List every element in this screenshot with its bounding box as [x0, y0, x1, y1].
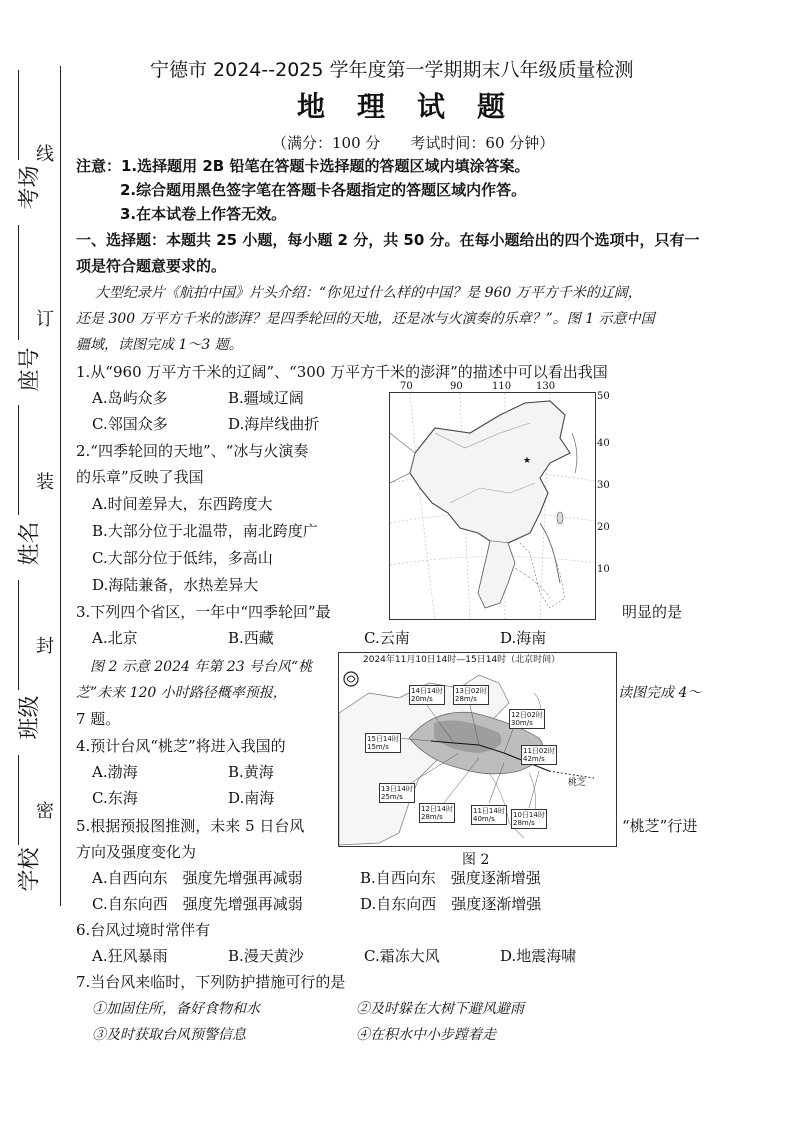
q2-option-b[interactable]: B.大部分位于北温带，南北跨度广	[92, 522, 318, 540]
fig2-label-12d02h: 12日02时 30m/s	[511, 711, 543, 727]
q3-option-c[interactable]: C.云南	[364, 629, 410, 647]
fig2-label-13d02h: 13日02时 28m/s	[455, 687, 487, 703]
q5-option-b[interactable]: B.自西向东 强度逐渐增强	[360, 869, 541, 887]
subject-title: 地 理 试 题	[297, 90, 508, 123]
intro-1-line-1: 大型纪录片《航拍中国》片头介绍：“你见过什么样的中国？是 960 万平方千米的辽阔，	[95, 285, 642, 301]
intro-2-line-2-end: 读图完成 4～	[618, 685, 702, 701]
q4-stem: 4.预计台风“桃芝”将进入我国的	[76, 737, 286, 755]
fig2-label-11d02h: 11日02时 42m/s	[523, 747, 555, 763]
q3-option-d[interactable]: D.海南	[500, 629, 547, 647]
q3-stem-part-2: 明显的是	[622, 603, 683, 621]
fig1-right-tick-10: 10	[597, 564, 610, 575]
q7-stem: 7.当台风来临时，下列防护措施可行的是	[76, 973, 346, 991]
intro-2-line-2: 芝”未来 120 小时路径概率预报，	[76, 685, 287, 701]
q6-option-b[interactable]: B.漫天黄沙	[228, 947, 304, 965]
margin-label-zuohao: 座号	[17, 347, 43, 392]
q4-option-b[interactable]: B.黄海	[228, 763, 274, 781]
fig2-label-10d14h: 10日14时 28m/s	[513, 811, 545, 827]
q6-option-c[interactable]: C.霜冻大风	[364, 947, 440, 965]
blank-line-xingming[interactable]	[18, 405, 19, 515]
q7-option-4[interactable]: ④在积水中小步蹚着走	[356, 1027, 496, 1043]
margin-label-xingming: 姓名	[17, 521, 43, 566]
q7-option-3[interactable]: ③及时获取台风预警信息	[92, 1027, 246, 1043]
q5-stem-line-2: 方向及强度变化为	[76, 843, 197, 861]
blank-line-kaochang[interactable]	[18, 70, 19, 160]
q3-option-b[interactable]: B.西藏	[228, 629, 274, 647]
fig2-label-11d14h: 11日14时 40m/s	[473, 807, 505, 823]
fig1-top-tick-90: 90	[450, 381, 463, 392]
margin-label-banji: 班级	[17, 695, 43, 740]
margin-char-mi: 密	[36, 801, 54, 822]
q6-option-d[interactable]: D.地震海啸	[500, 947, 577, 965]
q1-option-d[interactable]: D.海岸线曲折	[228, 415, 320, 433]
q3-option-a[interactable]: A.北京	[92, 629, 138, 647]
q6-option-a[interactable]: A.狂风暴雨	[92, 947, 168, 965]
margin-char-zhuang: 装	[36, 472, 54, 493]
fig1-map-svg	[390, 393, 595, 619]
margin-label-xuexiao: 学校	[17, 847, 43, 892]
q2-option-a[interactable]: A.时间差异大，东西跨度大	[92, 495, 273, 513]
q6-stem: 6.台风过境时常伴有	[76, 921, 211, 939]
fig1-right-tick-50: 50	[597, 391, 610, 402]
q3-stem-part-1: 3.下列四个省区，一年中“四季轮回”最	[76, 603, 331, 621]
fig2-typhoon-name: 桃芝	[567, 778, 586, 788]
fig2-caption: 图 2	[462, 852, 490, 868]
q5-stem-part-1: 5.根据预报图推测，未来 5 日台风	[76, 817, 305, 835]
q1-option-a[interactable]: A.岛屿众多	[92, 389, 168, 407]
exam-meta: （满分：100 分 考试时间：60 分钟）	[272, 134, 555, 152]
blank-line-zuohao[interactable]	[18, 225, 19, 340]
figure-2-typhoon-map	[338, 652, 617, 847]
q1-option-b[interactable]: B.疆域辽阔	[228, 389, 304, 407]
fig1-right-tick-40: 40	[597, 438, 610, 449]
fig1-right-tick-30: 30	[597, 480, 610, 491]
fig2-label-15d14h: 15日14时 15m/s	[367, 735, 399, 751]
q1-stem: 1.从“960 万平方千米的辽阔”、“300 万平方千米的澎湃”的描述中可以看出我国	[76, 363, 608, 381]
q7-option-2[interactable]: ②及时躲在大树下避风避雨	[356, 1001, 524, 1017]
margin-char-ding: 订	[36, 309, 54, 330]
svg-text:★: ★	[523, 456, 532, 466]
fig2-label-12d14h: 12日14时 28m/s	[421, 805, 453, 821]
blank-line-xuexiao[interactable]	[18, 755, 19, 845]
exam-title-line: 宁德市 2024--2025 学年度第一学期期末八年级质量检测	[150, 59, 634, 81]
q5-option-a[interactable]: A.自西向东 强度先增强再减弱	[92, 869, 303, 887]
intro-2-line-1: 图 2 示意 2024 年第 23 号台风“桃	[90, 659, 313, 675]
q4-option-d[interactable]: D.南海	[228, 789, 275, 807]
fig1-frame	[389, 392, 596, 620]
blank-line-banji[interactable]	[18, 580, 19, 690]
q4-option-c[interactable]: C.东海	[92, 789, 138, 807]
fig2-header: 2024年11月10日14时—15日14时（北京时间）	[363, 655, 561, 665]
fig1-top-tick-110: 110	[492, 381, 512, 392]
q4-option-a[interactable]: A.渤海	[92, 763, 138, 781]
fig1-top-tick-130: 130	[536, 381, 556, 392]
q7-option-1[interactable]: ①加固住所，备好食物和水	[92, 1001, 260, 1017]
margin-char-feng: 封	[36, 636, 54, 657]
q5-option-c[interactable]: C.自东向西 强度先增强再减弱	[92, 895, 303, 913]
q2-option-c[interactable]: C.大部分位于低纬，多高山	[92, 549, 273, 567]
intro-1-line-2: 还是 300 万平方千米的澎湃？是四季轮回的天地，还是冰与火演奏的乐章？”。图 1 示意中国	[76, 311, 655, 327]
section-1-line-1: 一、选择题：本题共 25 小题，每小题 2 分，共 50 分。在每小题给出的四个选项中，只有一	[76, 231, 700, 249]
q2-option-d[interactable]: D.海陆兼备，水热差异大	[92, 576, 259, 594]
q5-stem-part-2: “桃芝”行进	[622, 817, 698, 835]
margin-char-xian: 线	[36, 144, 54, 165]
q1-option-c[interactable]: C.邻国众多	[92, 415, 168, 433]
notice-line-3: 3.在本试卷上作答无效。	[120, 205, 287, 223]
notice-line-2: 2.综合题用黑色签字笔在答题卡各题指定的答题区域内作答。	[120, 181, 527, 199]
q5-option-d[interactable]: D.自东向西 强度逐渐增强	[360, 895, 542, 913]
q2-stem-line-1: 2.“四季轮回的天地”、“冰与火演奏	[76, 442, 309, 460]
binding-line	[60, 66, 61, 906]
intro-2-line-3: 7 题。	[76, 710, 121, 728]
section-1-line-2: 项是符合题意要求的。	[76, 257, 227, 275]
notice-line-1: 注意：1.选择题用 2B 铅笔在答题卡选择题的答题区域内填涂答案。	[76, 157, 530, 175]
intro-1-line-3: 疆域，读图完成 1～3 题。	[76, 337, 243, 353]
fig1-right-tick-20: 20	[597, 522, 610, 533]
fig2-label-13d14h: 13日14时 25m/s	[381, 785, 413, 801]
fig2-label-14d14h: 14日14时 20m/s	[411, 687, 443, 703]
q2-stem-line-2: 的乐章”反映了我国	[76, 468, 204, 486]
margin-label-kaochang: 考场	[17, 165, 43, 210]
fig1-top-tick-70: 70	[400, 381, 413, 392]
